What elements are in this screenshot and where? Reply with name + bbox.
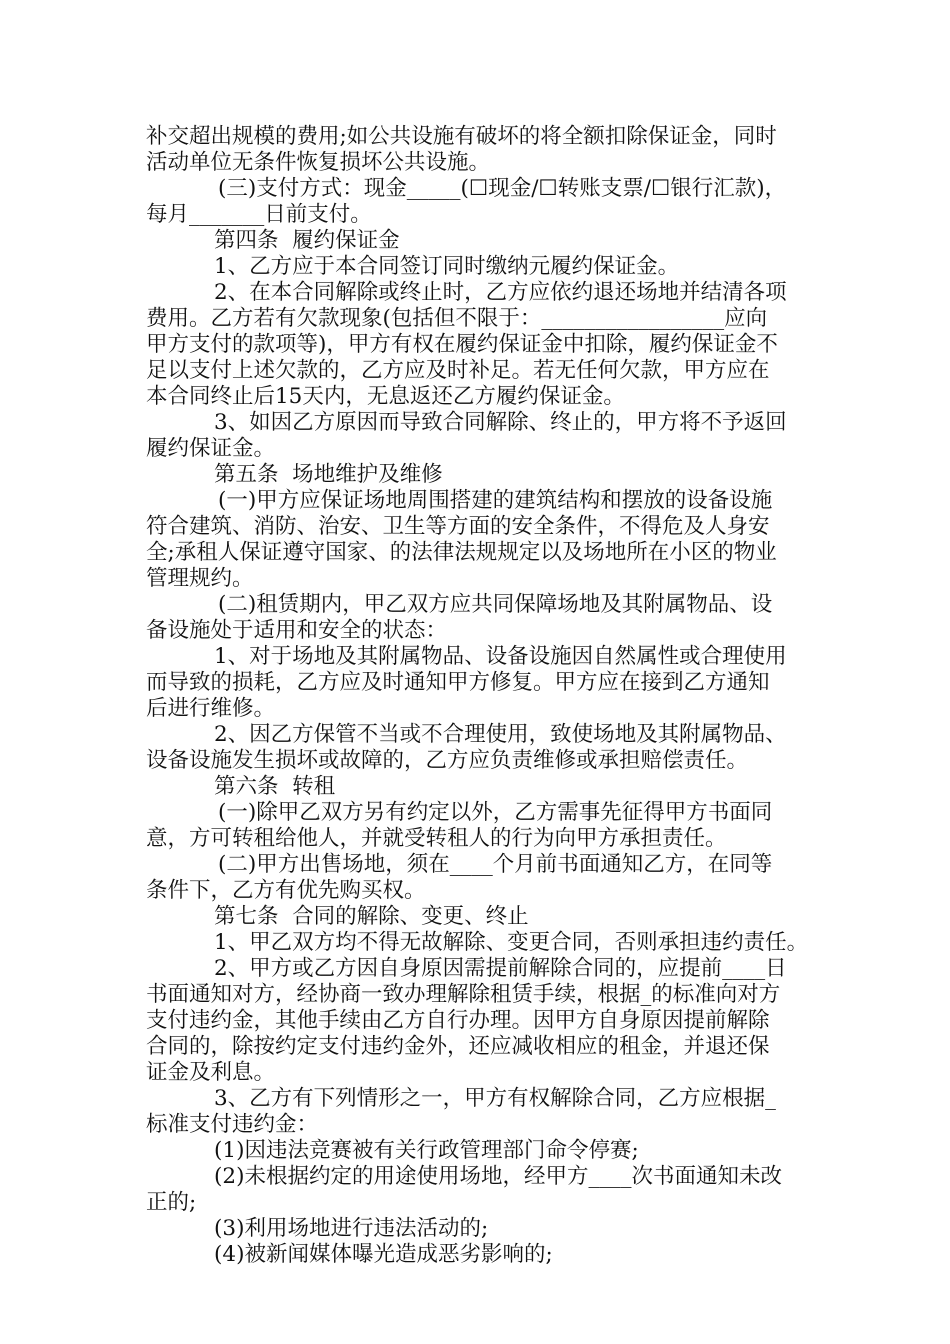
text-line: 1、乙方应于本合同签订同时缴纳元履约保证金。 (214, 254, 680, 279)
text-line: 书面通知对方，经协商一致办理解除租赁手续，根据_的标准向对方 (146, 982, 781, 1007)
text-line: 本合同终止后15天内，无息返还乙方履约保证金。 (146, 384, 625, 409)
text-line: 费用。乙方若有欠款现象(包括但不限于：_________________应向 (146, 306, 768, 331)
text-line: 甲方支付的款项等)，甲方有权在履约保证金中扣除，履约保证金不 (146, 332, 778, 357)
text-line: 补交超出规模的费用;如公共设施有破坏的将全额扣除保证金，同时 (146, 124, 777, 149)
section-heading: 第五条 场地维护及维修 (214, 462, 443, 487)
text-line: 而导致的损耗，乙方应及时通知甲方修复。甲方应在接到乙方通知 (146, 670, 770, 695)
text-line: 标准支付违约金： (146, 1112, 319, 1137)
list-item: (2)未根据约定的用途使用场地，经甲方____次书面通知未改 (214, 1164, 782, 1189)
text-line: 后进行维修。 (146, 696, 276, 721)
text-line: 2、因乙方保管不当或不合理使用，致使场地及其附属物品、 (214, 722, 787, 747)
section-heading: 第七条 合同的解除、变更、终止 (214, 904, 529, 929)
text-line: (二)甲方出售场地，须在____个月前书面通知乙方，在同等 (218, 852, 773, 877)
text-line: 正的; (146, 1190, 197, 1215)
text-line: 1、对于场地及其附属物品、设备设施因自然属性或合理使用 (214, 644, 787, 669)
text-line: 3、乙方有下列情形之一，甲方有权解除合同，乙方应根据_ (214, 1086, 776, 1111)
list-item: (4)被新闻媒体曝光造成恶劣影响的; (214, 1242, 553, 1267)
text-line: 全;承租人保证遵守国家、的法律法规规定以及场地所在小区的物业 (146, 540, 777, 565)
text-line: 管理规约。 (146, 566, 254, 591)
text-line: 活动单位无条件恢复损坏公共设施。 (146, 150, 491, 175)
text-line: 证金及利息。 (146, 1060, 276, 1085)
text-line: 1、甲乙双方均不得无故解除、变更合同，否则承担违约责任。 (214, 930, 809, 955)
text-line: 2、甲方或乙方因自身原因需提前解除合同的，应提前____日 (214, 956, 787, 981)
text-line: 每月_______日前支付。 (146, 202, 372, 227)
text-line: (一)甲方应保证场地周围搭建的建筑结构和摆放的设备设施 (218, 488, 773, 513)
text-line: 履约保证金。 (146, 436, 276, 461)
text-line: 合同的，除按约定支付违约金外，还应减收相应的租金，并退还保 (146, 1034, 770, 1059)
text-line: 支付违约金，其他手续由乙方自行办理。因甲方自身原因提前解除 (146, 1008, 770, 1033)
list-item: (1)因违法竞赛被有关行政管理部门命令停赛; (214, 1138, 639, 1163)
list-item: (3)利用场地进行违法活动的; (214, 1216, 489, 1241)
text-line: 2、在本合同解除或终止时，乙方应依约退还场地并结清各项 (214, 280, 787, 305)
section-heading: 第六条 转租 (214, 774, 336, 799)
section-heading: 第四条 履约保证金 (214, 228, 400, 253)
text-line: 意，方可转租给他人，并就受转租人的行为向甲方承担责任。 (146, 826, 727, 851)
text-line: 3、如因乙方原因而导致合同解除、终止的，甲方将不予返回 (214, 410, 787, 435)
text-line: (二)租赁期内，甲乙双方应共同保障场地及其附属物品、设 (218, 592, 773, 617)
text-line: 设备设施发生损坏或故障的，乙方应负责维修或承担赔偿责任。 (146, 748, 749, 773)
text-line: 备设施处于适用和安全的状态： (146, 618, 448, 643)
text-line: (三)支付方式：现金_____(☐现金/☐转账支票/☐银行汇款)， (218, 176, 787, 201)
text-line: (一)除甲乙双方另有约定以外，乙方需事先征得甲方书面同 (218, 800, 773, 825)
text-line: 符合建筑、消防、治安、卫生等方面的安全条件，不得危及人身安 (146, 514, 770, 539)
text-line: 条件下，乙方有优先购买权。 (146, 878, 426, 903)
text-line: 足以支付上述欠款的，乙方应及时补足。若无任何欠款，甲方应在 (146, 358, 770, 383)
